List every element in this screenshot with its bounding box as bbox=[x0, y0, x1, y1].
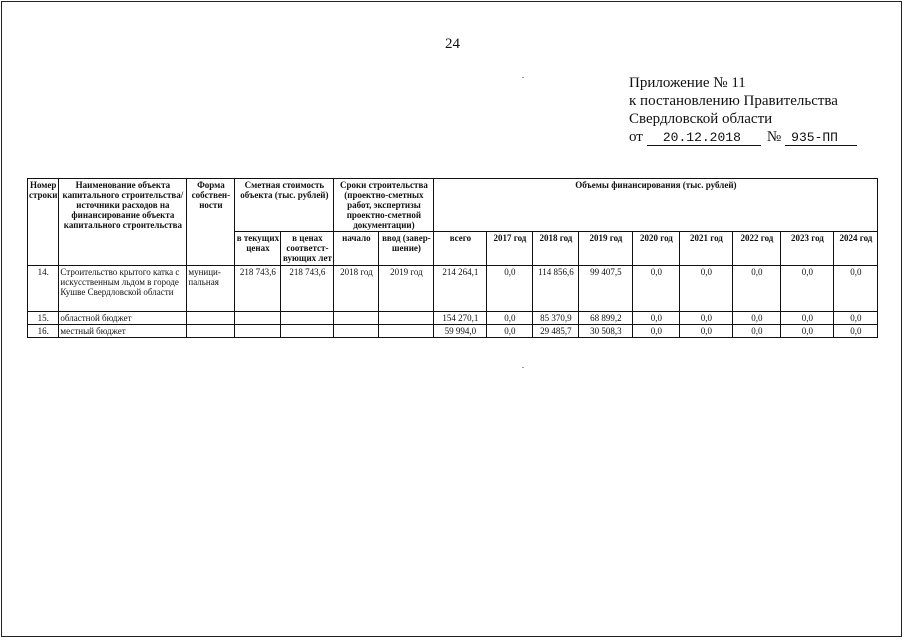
row-cost-current bbox=[235, 312, 281, 325]
number-prefix: № bbox=[766, 129, 782, 145]
row-num: 15. bbox=[28, 312, 59, 325]
row-cost-years: 218 743,6 bbox=[281, 266, 334, 312]
number-value: 935-ПП bbox=[785, 131, 857, 146]
col-year-2024: 2024 год bbox=[834, 232, 878, 266]
row-2022: 0,0 bbox=[733, 312, 781, 325]
row-start bbox=[334, 325, 379, 338]
row-total: 154 270,1 bbox=[434, 312, 487, 325]
col-cost-years: в ценах соответст-вующих лет bbox=[281, 232, 334, 266]
date-value: 20.12.2018 bbox=[647, 131, 761, 146]
row-2024: 0,0 bbox=[834, 312, 878, 325]
row-2024: 0,0 bbox=[834, 325, 878, 338]
header-row-1 bbox=[28, 179, 878, 232]
scan-speck bbox=[522, 367, 524, 368]
col-construction-terms: Сроки строительства (проектно-сметных работ, экспертизы проектно-сметной документации) bbox=[334, 179, 434, 232]
row-2021: 0,0 bbox=[680, 325, 733, 338]
row-completion bbox=[379, 312, 434, 325]
row-2024: 0,0 bbox=[834, 266, 878, 312]
row-start bbox=[334, 312, 379, 325]
scan-speck bbox=[522, 77, 524, 78]
row-2021: 0,0 bbox=[680, 266, 733, 312]
row-2018: 114 856,6 bbox=[533, 266, 579, 312]
row-name: местный бюджет bbox=[59, 325, 187, 338]
col-completion: ввод (завер-шение) bbox=[379, 232, 434, 266]
col-year-2018: 2018 год bbox=[533, 232, 579, 266]
row-2020: 0,0 bbox=[633, 325, 680, 338]
row-start: 2018 год bbox=[334, 266, 379, 312]
row-cost-current bbox=[235, 325, 281, 338]
row-ownership: муници-пальная bbox=[187, 266, 235, 312]
row-2023: 0,0 bbox=[781, 266, 834, 312]
col-financing: Объемы финансирования (тыс. рублей) bbox=[434, 179, 878, 232]
row-completion: 2019 год bbox=[379, 266, 434, 312]
col-row-num: Номер строки bbox=[28, 179, 59, 266]
row-2023: 0,0 bbox=[781, 312, 834, 325]
financing-table bbox=[27, 178, 878, 338]
table-row bbox=[28, 266, 878, 312]
row-ownership bbox=[187, 325, 235, 338]
row-2017: 0,0 bbox=[487, 325, 533, 338]
row-ownership bbox=[187, 312, 235, 325]
col-estimated-cost: Сметная стоимость объекта (тыс. рублей) bbox=[235, 179, 334, 232]
col-year-2023: 2023 год bbox=[781, 232, 834, 266]
row-total: 59 994,0 bbox=[434, 325, 487, 338]
col-year-2020: 2020 год bbox=[633, 232, 680, 266]
row-2020: 0,0 bbox=[633, 312, 680, 325]
row-2018: 85 370,9 bbox=[533, 312, 579, 325]
col-year-2021: 2021 год bbox=[680, 232, 733, 266]
col-year-2022: 2022 год bbox=[733, 232, 781, 266]
row-2017: 0,0 bbox=[487, 266, 533, 312]
appendix-header bbox=[629, 74, 857, 146]
row-num: 14. bbox=[28, 266, 59, 312]
appendix-date-line bbox=[629, 128, 857, 146]
row-2023: 0,0 bbox=[781, 325, 834, 338]
row-2018: 29 485,7 bbox=[533, 325, 579, 338]
row-name: Строительство крытого катка с искусственным льдом в городе Кушве Свердловской области bbox=[59, 266, 187, 312]
appendix-resolution: к постановлению Правительства bbox=[629, 93, 838, 109]
row-cost-current: 218 743,6 bbox=[235, 266, 281, 312]
col-year-2019: 2019 год bbox=[579, 232, 633, 266]
col-object-name: Наименование объекта капитального строительства/ источники расходов на финансирование объекта капитального строительства bbox=[59, 179, 187, 266]
col-ownership: Форма собствен-ности bbox=[187, 179, 235, 266]
row-2019: 30 508,3 bbox=[579, 325, 633, 338]
row-name: областной бюджет bbox=[59, 312, 187, 325]
table-row bbox=[28, 312, 878, 325]
row-2022: 0,0 bbox=[733, 325, 781, 338]
row-cost-years bbox=[281, 325, 334, 338]
row-2019: 68 899,2 bbox=[579, 312, 633, 325]
row-num: 16. bbox=[28, 325, 59, 338]
page-number: 24 bbox=[445, 36, 460, 52]
table-row bbox=[28, 325, 878, 338]
appendix-region: Свердловской области bbox=[629, 111, 773, 127]
row-cost-years bbox=[281, 312, 334, 325]
row-completion bbox=[379, 325, 434, 338]
col-start: начало bbox=[334, 232, 379, 266]
row-2022: 0,0 bbox=[733, 266, 781, 312]
col-total: всего bbox=[434, 232, 487, 266]
row-2017: 0,0 bbox=[487, 312, 533, 325]
col-year-2017: 2017 год bbox=[487, 232, 533, 266]
date-prefix: от bbox=[629, 129, 643, 145]
row-2021: 0,0 bbox=[680, 312, 733, 325]
row-total: 214 264,1 bbox=[434, 266, 487, 312]
row-2019: 99 407,5 bbox=[579, 266, 633, 312]
appendix-title: Приложение № 11 bbox=[629, 75, 746, 91]
row-2020: 0,0 bbox=[633, 266, 680, 312]
col-cost-current: в текущих ценах bbox=[235, 232, 281, 266]
